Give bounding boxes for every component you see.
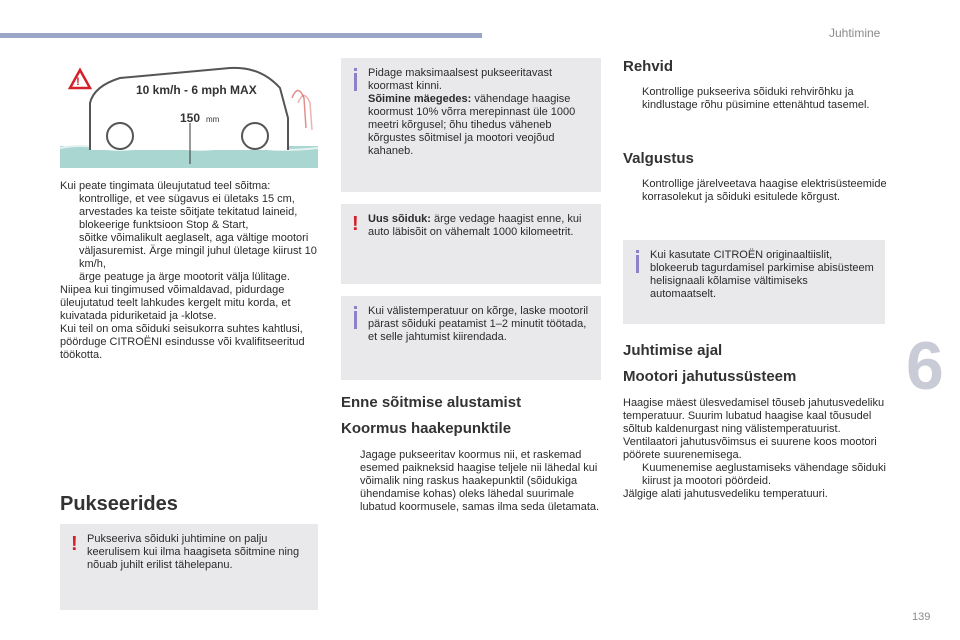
info-icon [636, 255, 639, 273]
list-item: Jagage pukseeritav koormus nii, et raskemad esemed paikneksid haagise teljele nii lähedal kui võimalik ning raskus haakepunktil (sõidukiga ühendamise kohas) oleks lähedal suurimale lubatud koormusele, samas ilma seda ületamata. [360, 449, 600, 513]
list-item: Kontrollige järelveetava haagise elektrisüsteemide korrasolekut ja sõiduki esitulede kõrgust. [642, 178, 887, 203]
list-item: sõitke võimalikult aeglaselt, aga vältige mootori väljasuremist. Ärge mingil juhul ületage kiirust 10 km/h, [79, 232, 317, 270]
info-box [341, 58, 601, 192]
info-text: Pidage maksimaalsest pukseeritavast koormast kinni. [368, 67, 553, 92]
depth-unit: mm [206, 115, 220, 124]
list-item: blokeerige funktsioon Stop & Start, [79, 219, 249, 231]
info-bold: Sõimine mäegedes: [368, 93, 472, 105]
flooded-road-instructions [60, 180, 322, 362]
section-heading: Mootori jahutussüsteem [623, 368, 797, 385]
warning-box [60, 524, 318, 610]
warning-text: ärge vedage haagist enne, kui auto läbisõit on vähemalt 1000 kilomeetrit. [368, 213, 582, 238]
section-heading: Enne sõitmise alustamist [341, 394, 522, 411]
list-item: kontrollige, et vee sügavus ei ületaks 15 cm, arvestades ka teiste sõitjate tekitatud laineid, [79, 193, 298, 218]
info-text: Kui välistemperatuur on kõrge, laske mootoril pärast sõiduki peatamist 1–2 minutit töötada, et selle jahtumist kiirendada. [368, 305, 589, 343]
warning-triangle-icon [70, 70, 90, 88]
warning-bold: Uus sõiduk: [368, 213, 431, 225]
paragraph: Haagise mäest ülesvedamisel tõuseb jahutusvedeliku temperatuur. Suurim lubatud haagise kaal tõusudel sõltub kaldenurgast ning välistemperatuurist. Ventilaatori jahutusvõimsus ei suurene koos mootori pöörete suurenemisega. [623, 397, 885, 461]
info-text: Kui kasutate CITROËN originaaltiislit, blokeerub tagurdamisel parkimise abisüsteem helisignaali kõlamise vältimiseks automaatselt. [650, 249, 874, 300]
page-number: 139 [912, 611, 931, 623]
section-heading: Koormus haakepunktile [341, 420, 512, 437]
lighting-instructions [623, 178, 887, 204]
warning-icon: ! [71, 533, 78, 555]
paragraph: Niipea kui tingimused võimaldavad, pidurdage üleujutatud teelt lahkudes kergelt mitu korda, et kuivatada piduriketaid ja -klotse. [60, 284, 291, 322]
cooling-instructions [623, 397, 887, 501]
load-instructions [341, 449, 603, 514]
list-item: Kuumenemise aeglustamiseks vähendage sõiduki kiirust ja mootori pöördeid. [642, 462, 886, 487]
info-box [341, 296, 601, 380]
section-heading: Juhtimise ajal [623, 342, 723, 359]
depth-value: 150 [180, 111, 201, 125]
car-in-water-diagram [60, 58, 318, 168]
warning-text: Pukseeriva sõiduki juhtimine on palju keerulisem kui ilma haagiseta sõitmine ning nõuab juhilt erilist tähelepanu. [87, 533, 300, 571]
chapter-number: 6 [906, 328, 944, 404]
info-icon [354, 311, 357, 329]
info-box [623, 240, 885, 324]
section-heading: Valgustus [623, 150, 694, 167]
section-heading: Pukseerides [60, 493, 178, 515]
speed-label: 10 km/h - 6 mph MAX [136, 83, 257, 97]
list-item: ärge peatuge ja ärge mootorit välja lülitage. [79, 271, 290, 283]
warning-box [341, 204, 601, 284]
flooded-road-illustration [60, 58, 318, 168]
info-icon [354, 73, 357, 91]
paragraph: Jälgige alati jahutusvedeliku temperatuuri. [623, 488, 828, 500]
intro-text: Kui peate tingimata üleujutatud teel sõitma: [60, 180, 271, 192]
info-text: vähendage haagise koormust 10% võrra merepinnast üle 1000 meetri kõrgusel; õhu tihedus väheneb kõrgustes sõitmisel ja mootori veojõud kahaneb. [368, 93, 576, 157]
header-bar [0, 33, 482, 38]
tyres-instructions [623, 86, 887, 112]
list-item: Kontrollige pukseeriva sõiduki rehvirõhku ja kindlustage rõhu püsimine ettenähtud tasemel. [642, 86, 870, 111]
warning-icon: ! [352, 213, 359, 235]
paragraph: Kui teil on oma sõiduki seisukorra suhtes kahtlusi, pöörduge CITROËNI esindusse või kvalifitseeritud töökotta. [60, 323, 305, 361]
section-heading: Rehvid [623, 58, 674, 75]
chapter-title: Juhtimine [829, 26, 881, 40]
svg-text:!: ! [76, 76, 80, 88]
